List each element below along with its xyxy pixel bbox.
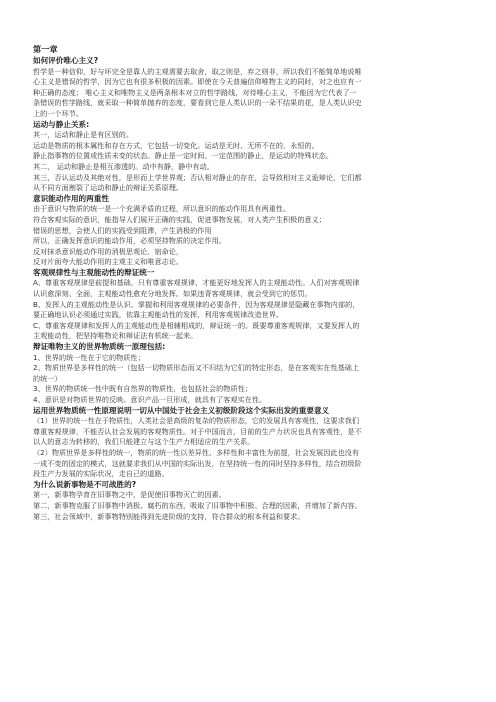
paragraph-line: 主观能动性，把坚持唯物论和辩证法有机统一起来。 (33, 331, 198, 341)
paragraph-line: 段生产力发展的实际状况，走自己的道路。 (33, 469, 169, 479)
section-title: 运动与静止关系: (33, 119, 90, 129)
paragraph-line: 认识愈深刻、全面，主观能动性愈充分地发挥。如果违背客观规律，就会受到它的惩罚。 (33, 289, 312, 299)
paragraph-line: 由于意识与物质的统一是一个充满矛盾的过程，所以意识的能动作用具有两重性。 (33, 204, 291, 214)
section-consciousness (33, 194, 466, 268)
paragraph-line: 所以，正确发挥意识的能动作用，必须坚持物质的决定作用。 (33, 236, 226, 246)
paragraph-line: 静止指事物的位置或性质未变的状态。静止是一定时间、一定范围的静止，是运动的特殊状态。 (33, 151, 334, 161)
paragraph-line: 错误的思想，会使人们的实践受到阻滞，产生消极的作用 (33, 225, 212, 235)
paragraph-line: C、尊重客观规律和发挥人的主观能动性是相辅相成的，辩证统一的。既要尊重客观规律，又要发挥人的 (33, 320, 360, 330)
section-title: 客观规律性与主观能动性的辩证统一 (33, 267, 155, 277)
paragraph-line: 种正确的态度； 唯心主义和唯物主义是两条根本对立的哲学路线，对待唯心主义，不能因为它代表了一 (33, 87, 357, 97)
section-title: 为什么说新事物是不可战胜的? (33, 479, 137, 489)
section-motion-rest (33, 120, 466, 194)
paragraph-line: 其三，否认运动及其绝对性，是形而上学世界观；否认相对静止的存在，会导致相对主义诡辩论，它们都 (33, 172, 362, 182)
paragraph-line: 尊重客观规律，不能否认社会发展的客观物质性。对于中国而言，目前的生产力状况也具有客观性，是不 (33, 426, 362, 436)
paragraph-line: 4、意识是对物质世界的反映。意识产品一旦形成，就具有了客观实在性。 (33, 395, 267, 404)
section-title: 如何评价唯心主义? (33, 56, 99, 65)
section-title: 运用世界物质统一性原理说明一切从中国处于社会主义初级阶段这个实际出发的重要意义 (33, 405, 330, 415)
chapter-heading: 第一章 (33, 44, 58, 54)
section-objective-law (33, 268, 466, 342)
paragraph-line: 从不同方面割裂了运动和静止的辩证关系原理。 (33, 183, 184, 193)
paragraph-line: 3、世界的物质统一性中既有自然界的物质性，也包括社会的物质性； (33, 384, 252, 394)
paragraph-line: B、发挥人的主观能动性是认识、掌握和利用客观规律的必要条件，因为客观规律是隐藏在事物内部的， (33, 299, 360, 309)
paragraph-line: 要正确地认识必须通过实践，依靠主观能动性的发挥，利用客观规律改造世界。 (33, 310, 284, 320)
paragraph-line: 的统一） (33, 373, 62, 383)
paragraph-line: 2、物质世界是多样性的统一（包括一切物质形态而又不归结为它们的特定形态，是在客观实在性基础上 (33, 363, 360, 373)
paragraph-line: 第一，新事物孕育在旧事物之中，是促使旧事物灭亡的因素。 (33, 490, 226, 500)
section-idealism (33, 56, 466, 120)
paragraph-line: 一成不变的固定的模式，这就要求我们从中国的实际出发，在坚持统一性的同时坚持多样性，结合初级阶 (33, 458, 362, 468)
paragraph-line: 心主义是错误的哲学，因为它也有很多积极的因素。即使在今天普遍信仰唯物主义的同时，对之也应有一 (33, 77, 362, 87)
paragraph-line: 反对抹杀意识能动作用的消极思观论、宿命论， (33, 246, 184, 256)
paragraph-line: 条错误的哲学路线，就采取一种简单抛弃的态度，要看到它是人类认识的一朵不结果的花，是人类认识史 (33, 98, 362, 108)
paragraph-line: A、尊重客观规律是前提和基础，只有尊重客观规律，才能更好地发挥人的主观能动性。人们对客观规律 (33, 278, 360, 288)
paragraph-line: 第二，新事物克服了旧事物中消极、腐朽的东西，吸取了旧事物中积极、合理的因素，并增加了新内容。 (33, 500, 362, 510)
paragraph-line: 以人的意志为转移的，我们只能建立与这个生产力相适应的生产关系。 (33, 437, 255, 447)
paragraph-line: （2）物质世界是多样性的统一，物质的统一性以差异性、多样性和丰富性为前提，社会发展因此也没有 (33, 447, 360, 457)
paragraph-line: （1）世界的统一性在于物质性，人类社会是高级的复杂的物质形态，它的发展具有客观性，这要求我们 (33, 416, 360, 426)
paragraph-line: 其一，运动和静止是有区别的。 (33, 130, 134, 140)
paragraph-line: 运动是物质的根本属性和存在方式，它包括一切变化。运动是无时、无所不在的，永恒的。 (33, 140, 319, 150)
paragraph-line: 上的一个环节。 (33, 108, 84, 118)
paragraph-line: 第三，社会领域中，新事物特别能得到先进阶级的支持，符合群众的根本利益和要求。 (33, 511, 305, 521)
section-significance (33, 406, 466, 480)
paragraph-line: 1、世界的统一性在于它的物质性； (33, 352, 145, 362)
section-material-unity (33, 342, 466, 406)
paragraph-line: 符合客观实际的意识，能指导人们展开正确的实践，促进事物发展，对人类产生积极的意义； (33, 214, 326, 224)
paragraph-line: 哲学是一种信仰，好与坏完全是靠人的主观需要去取舍，取之则是，弃之则非，所以我们不能简单地说唯 (33, 66, 362, 76)
section-title: 辩证唯物主义的世界物质统一原理包括: (33, 342, 166, 352)
section-title: 意识能动作用的两重性 (33, 193, 109, 203)
paragraph-line: 其二， 运动和静止是相互渗透的。动中有静，静中有动。 (33, 161, 214, 171)
paragraph-line: 反对片面夸大能动作用的主观主义和唯意志论。 (33, 257, 184, 267)
section-new-things (33, 480, 466, 522)
